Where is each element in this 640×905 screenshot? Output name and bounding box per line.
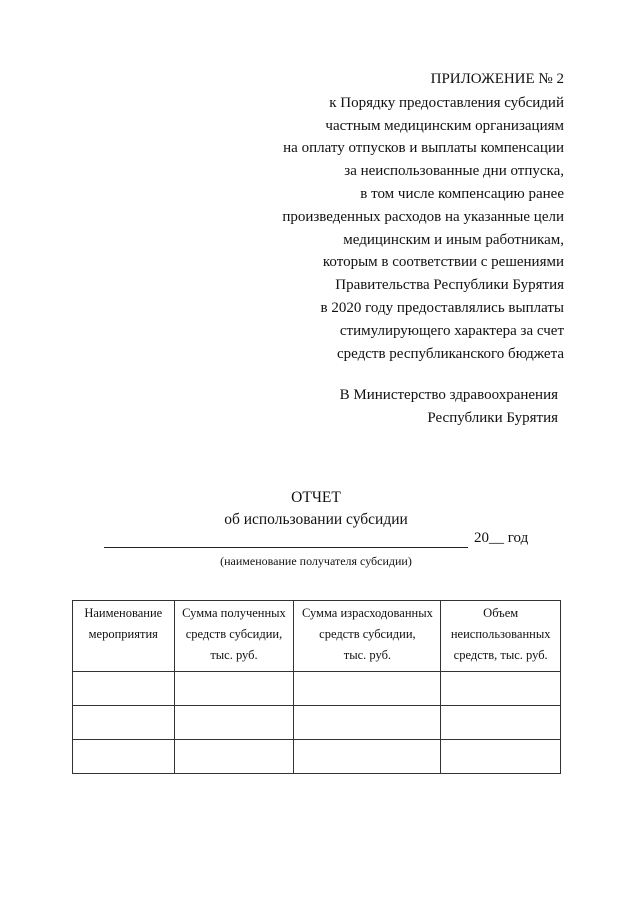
table-cell[interactable] (441, 740, 561, 774)
table-cell[interactable] (73, 672, 175, 706)
appendix-block (224, 68, 564, 365)
report-year: 20__ год (474, 530, 529, 546)
table-cell[interactable] (73, 740, 175, 774)
appendix-line: медицинским и иным работникам, (343, 231, 564, 248)
table-cell[interactable] (441, 706, 561, 740)
addressee-line-2: Республики Бурятия (427, 409, 558, 426)
subsidy-report-table (72, 600, 561, 774)
appendix-line: к Порядку предоставления субсидий (329, 94, 564, 111)
table-cell[interactable] (441, 672, 561, 706)
table-header-row (73, 601, 561, 672)
recipient-hint: (наименование получателя субсидии) (220, 554, 412, 568)
table-cell[interactable] (294, 706, 441, 740)
header-activity-name: Наименование мероприятия (73, 601, 175, 672)
appendix-line: которым в соответствии с решениями (322, 254, 564, 271)
appendix-line: на оплату отпусков и выплаты компенсации (283, 140, 564, 157)
table-cell[interactable] (174, 740, 294, 774)
table-row (73, 740, 561, 774)
table-cell[interactable] (294, 672, 441, 706)
appendix-title: ПРИЛОЖЕНИЕ № 2 (430, 71, 564, 87)
appendix-line: Правительства Республики Бурятия (335, 277, 564, 294)
table-cell[interactable] (294, 740, 441, 774)
table-cell[interactable] (174, 706, 294, 740)
recipient-name-blank[interactable] (104, 547, 468, 548)
appendix-line: в том числе компенсацию ранее (360, 185, 564, 202)
report-title: ОТЧЕТ (291, 489, 341, 506)
appendix-line: в 2020 году предоставлялись выплаты (320, 299, 564, 316)
table-row (73, 706, 561, 740)
table-cell[interactable] (73, 706, 175, 740)
addressee-block (258, 384, 558, 429)
header-spent-amount: Сумма израсходованных средств субсидии, тыс. руб. (294, 601, 441, 672)
recipient-row (104, 528, 544, 550)
appendix-line: средств республиканского бюджета (337, 345, 564, 362)
table-row (73, 672, 561, 706)
appendix-line: стимулирующего характера за счет (339, 322, 564, 339)
report-subtitle: об использовании субсидии (224, 511, 408, 528)
appendix-line: за неиспользованные дни отпуска, (344, 163, 564, 180)
appendix-line: произведенных расходов на указанные цели (282, 208, 564, 225)
appendix-line: частным медицинским организациям (325, 117, 564, 134)
header-unused-amount: Объем неиспользованных средств, тыс. руб. (441, 601, 561, 672)
table-cell[interactable] (174, 672, 294, 706)
header-received-amount: Сумма полученных средств субсидии, тыс. руб. (174, 601, 294, 672)
addressee-line-1: В Министерство здравоохранения (339, 387, 558, 403)
